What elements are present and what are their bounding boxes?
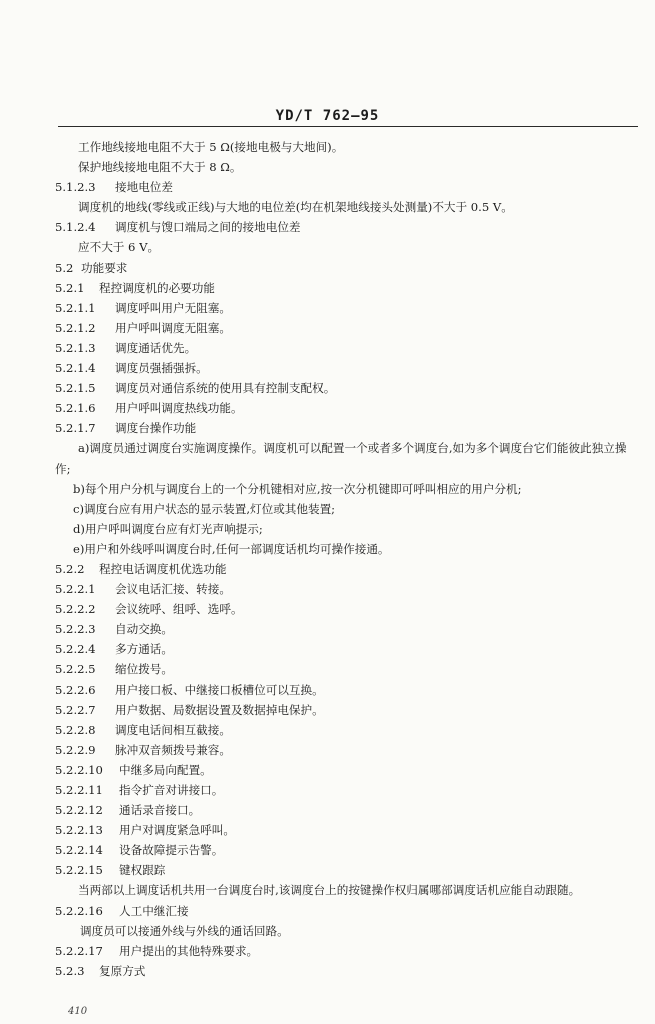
clause-text: 自动交换。 xyxy=(115,622,173,637)
clause-item xyxy=(0,840,655,860)
clause-item xyxy=(0,398,655,418)
clause-item xyxy=(0,639,655,659)
document-body xyxy=(0,137,655,981)
clause-number: 5.2.2.9 xyxy=(55,742,96,757)
clause-item xyxy=(0,800,655,820)
clause-item xyxy=(0,418,655,438)
clause-text: 用户数据、局数据设置及数据掉电保护。 xyxy=(115,702,324,717)
clause-number: 5.2.2.1 xyxy=(55,582,96,597)
clause-text: 用户提出的其他特殊要求。 xyxy=(119,943,259,958)
clause-item xyxy=(0,659,655,679)
clause-number: 5.2.2.13 xyxy=(55,823,103,838)
clause-item xyxy=(0,579,655,599)
list-item-c: c)调度台应有用户状态的显示装置,灯位或其他装置; xyxy=(73,501,336,516)
clause-text: 调度员强插强拆。 xyxy=(115,361,208,376)
clause-item xyxy=(0,760,655,780)
clause-heading xyxy=(0,860,655,880)
text-line: 调度员可以接通外线与外线的通话回路。 xyxy=(80,923,289,938)
clause-item xyxy=(0,720,655,740)
clause-number: 5.2.1.5 xyxy=(55,381,96,396)
clause-number: 5.2.2.14 xyxy=(55,843,103,858)
clause-number: 5.2.2.10 xyxy=(55,762,103,777)
clause-number: 5.2.1.1 xyxy=(55,300,96,315)
clause-heading xyxy=(0,961,655,981)
clause-item xyxy=(0,318,655,338)
list-item-a: a)调度员通过调度台实施调度操作。调度机可以配置一个或者多个调度台,如为多个调度台它们能彼此独立操作; xyxy=(55,441,627,476)
clause-title: 接地电位差 xyxy=(115,180,173,195)
text-line: 调度机的地线(零线或正线)与大地的电位差(均在机架地线接头处测量)不大于 0.5 V。 xyxy=(78,200,513,215)
clause-text: 设备故障提示告警。 xyxy=(119,843,224,858)
clause-number: 5.2.3 xyxy=(55,963,85,978)
list-item-e: e)用户和外线呼叫调度台时,任何一部调度话机均可操作接通。 xyxy=(73,541,390,556)
clause-heading xyxy=(0,177,655,197)
clause-text: 指令扩音对讲接口。 xyxy=(119,783,224,797)
clause-text: 多方通话。 xyxy=(115,642,173,657)
clause-text: 通话录音接口。 xyxy=(119,803,201,818)
clause-title: 键权跟踪 xyxy=(119,863,166,878)
clause-number: 5.2.2.6 xyxy=(55,682,96,697)
clause-number: 5.2.2.8 xyxy=(55,722,96,737)
clause-heading xyxy=(0,278,655,298)
clause-title: 功能要求 xyxy=(81,260,128,275)
clause-number: 5.2.2.7 xyxy=(55,702,96,717)
clause-number: 5.1.2.4 xyxy=(55,220,96,235)
clause-text: 调度员对通信系统的使用具有控制支配权。 xyxy=(115,381,336,396)
clause-heading xyxy=(0,559,655,579)
document-header: YD/T 762—95 xyxy=(275,108,380,124)
clause-number: 5.2.1 xyxy=(55,280,85,295)
list-item-b: b)每个用户分机与调度台上的一个分机键相对应,按一次分机键即可呼叫相应的用户分机; xyxy=(73,481,522,496)
clause-title: 程控调度机的必要功能 xyxy=(99,280,215,295)
paragraph: 当两部以上调度话机共用一台调度台时,该调度台上的按键操作权归属哪部调度话机应能自动跟随。 xyxy=(78,883,581,898)
clause-number: 5.2.1.3 xyxy=(55,340,96,355)
page-number: 410 xyxy=(68,1006,88,1017)
clause-number: 5.2.2.2 xyxy=(55,602,96,617)
clause-item xyxy=(0,358,655,378)
clause-number: 5.2.1.4 xyxy=(55,361,96,376)
clause-text: 缩位拨号。 xyxy=(115,662,173,677)
clause-number: 5.2.2.15 xyxy=(55,863,103,878)
text-line: 工作地线接地电阻不大于 5 Ω(接地电极与大地间)。 xyxy=(78,140,344,154)
clause-number: 5.2 xyxy=(55,260,74,275)
clause-item xyxy=(0,780,655,800)
clause-title: 人工中继汇接 xyxy=(119,903,189,918)
clause-item xyxy=(0,740,655,760)
clause-item xyxy=(0,941,655,961)
clause-text: 用户呼叫调度热线功能。 xyxy=(115,401,243,416)
clause-heading xyxy=(0,901,655,921)
clause-text: 脉冲双音频拨号兼容。 xyxy=(115,742,231,757)
clause-text: 调度台操作功能 xyxy=(115,421,197,436)
text-line: 保护地线接地电阻不大于 8 Ω。 xyxy=(78,160,242,175)
clause-number: 5.2.1.2 xyxy=(55,320,96,335)
clause-item xyxy=(0,298,655,318)
clause-item xyxy=(0,700,655,720)
clause-item xyxy=(0,338,655,358)
clause-number: 5.2.2.12 xyxy=(55,803,103,818)
list-item-d: d)用户呼叫调度台应有灯光声响提示; xyxy=(73,521,263,536)
clause-text: 调度通话优先。 xyxy=(115,340,197,355)
clause-item xyxy=(0,378,655,398)
clause-text: 中继多局向配置。 xyxy=(119,762,212,777)
clause-number: 5.2.2.16 xyxy=(55,903,103,918)
clause-item xyxy=(0,619,655,639)
clause-title: 程控电话调度机优选功能 xyxy=(99,561,227,576)
clause-number: 5.1.2.3 xyxy=(55,180,96,195)
clause-item xyxy=(0,680,655,700)
clause-number: 5.2.2.3 xyxy=(55,622,96,637)
clause-heading xyxy=(0,217,655,237)
clause-number: 5.2.2.4 xyxy=(55,642,96,657)
clause-text: 用户对调度紧急呼叫。 xyxy=(119,823,235,838)
clause-text: 调度电话间相互截接。 xyxy=(115,722,231,737)
clause-number: 5.2.2.5 xyxy=(55,662,96,677)
clause-text: 会议电话汇接、转接。 xyxy=(115,582,231,597)
clause-number: 5.2.2.17 xyxy=(55,943,103,958)
header-rule xyxy=(58,126,638,127)
clause-number: 5.2.1.6 xyxy=(55,401,96,416)
clause-text: 调度呼叫用户无阻塞。 xyxy=(115,300,231,315)
clause-item xyxy=(0,820,655,840)
clause-text: 用户呼叫调度无阻塞。 xyxy=(115,320,231,335)
clause-number: 5.2.1.7 xyxy=(55,421,96,436)
clause-item xyxy=(0,599,655,619)
clause-title: 复原方式 xyxy=(99,963,146,978)
clause-heading xyxy=(0,258,655,278)
clause-text: 用户接口板、中继接口板槽位可以互换。 xyxy=(115,682,324,697)
clause-title: 调度机与馊口端局之间的接地电位差 xyxy=(115,220,301,235)
clause-number: 5.2.2 xyxy=(55,561,85,576)
clause-text: 会议统呼、组呼、选呼。 xyxy=(115,602,243,617)
clause-number: 5.2.2.11 xyxy=(55,783,103,797)
text-line: 应不大于 6 V。 xyxy=(78,240,160,255)
